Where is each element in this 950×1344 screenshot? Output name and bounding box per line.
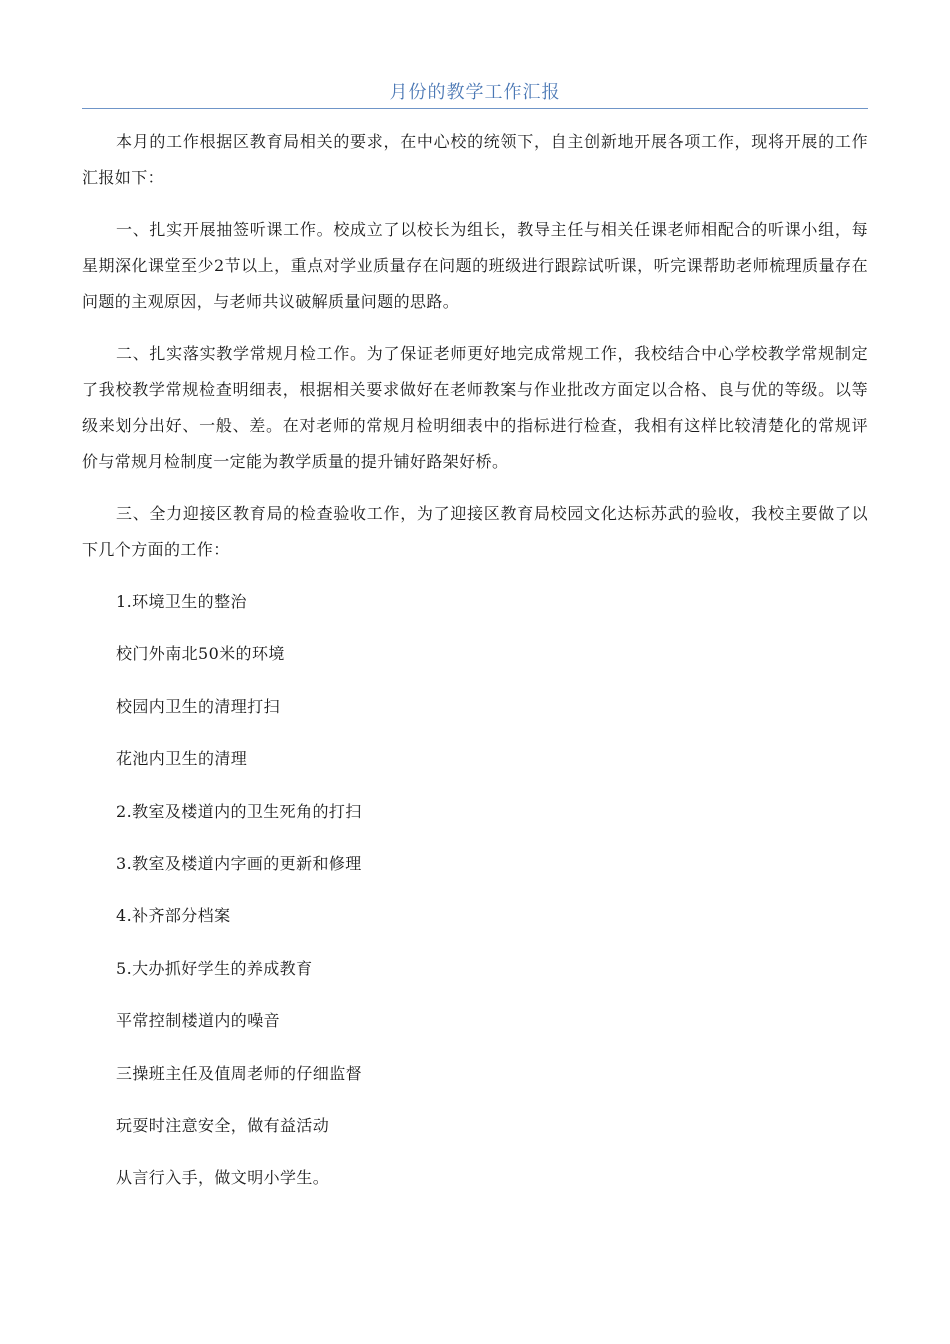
paragraph-section-1: 一、扎实开展抽签听课工作。校成立了以校长为组长，教导主任与相关任课老师相配合的听课小组，每星期深化课堂至少2节以上，重点对学业质量存在问题的班级进行跟踪试听课，听完课帮助老师梳理质量存在问题的主观原因，与老师共议破解质量问题的思路。 (82, 220, 868, 311)
list-item: 玩耍时注意安全，做有益活动 (116, 1116, 330, 1136)
list-item: 平常控制楼道内的噪音 (116, 1011, 281, 1031)
paragraph-section-2: 二、扎实落实教学常规月检工作。为了保证老师更好地完成常规工作，我校结合中心学校教学常规制定了我校教学常规检查明细表，根据相关要求做好在老师教案与作业批改方面定以合格、良与优的等级。以等级来划分出好、一般、差。在对老师的常规月检明细表中的指标进行检查，我相有这样比较清楚化的常规评价与常规月检制度一定能为教学质量的提升铺好路架好桥。 (82, 344, 868, 471)
paragraph-section-3: 三、全力迎接区教育局的检查验收工作，为了迎接区教育局校园文化达标苏武的验收，我校主要做了以下几个方面的工作： (82, 504, 868, 559)
list-item: 校门外南北50米的环境 (116, 644, 285, 664)
list-item: 花池内卫生的清理 (116, 749, 248, 769)
list-item: 5.大办抓好学生的养成教育 (116, 958, 313, 978)
list-item: 三操班主任及值周老师的仔细监督 (116, 1063, 363, 1083)
document-title: 月份的教学工作汇报 (389, 82, 561, 103)
list-item: 1.环境卫生的整治 (116, 592, 247, 611)
document-body (82, 124, 868, 1205)
list-item: 校园内卫生的清理打扫 (116, 696, 281, 716)
title-underline (82, 108, 868, 109)
paragraph-intro: 本月的工作根据区教育局相关的要求，在中心校的统领下，自主创新地开展各项工作，现将开展的工作汇报如下： (82, 132, 868, 187)
work-item-list (82, 576, 868, 1205)
list-item: 4.补齐部分档案 (116, 906, 231, 926)
list-item: 3.教室及楼道内字画的更新和修理 (116, 854, 362, 874)
list-item: 从言行入手，做文明小学生。 (116, 1168, 330, 1188)
list-item: 2.教室及楼道内的卫生死角的打扫 (116, 801, 362, 821)
